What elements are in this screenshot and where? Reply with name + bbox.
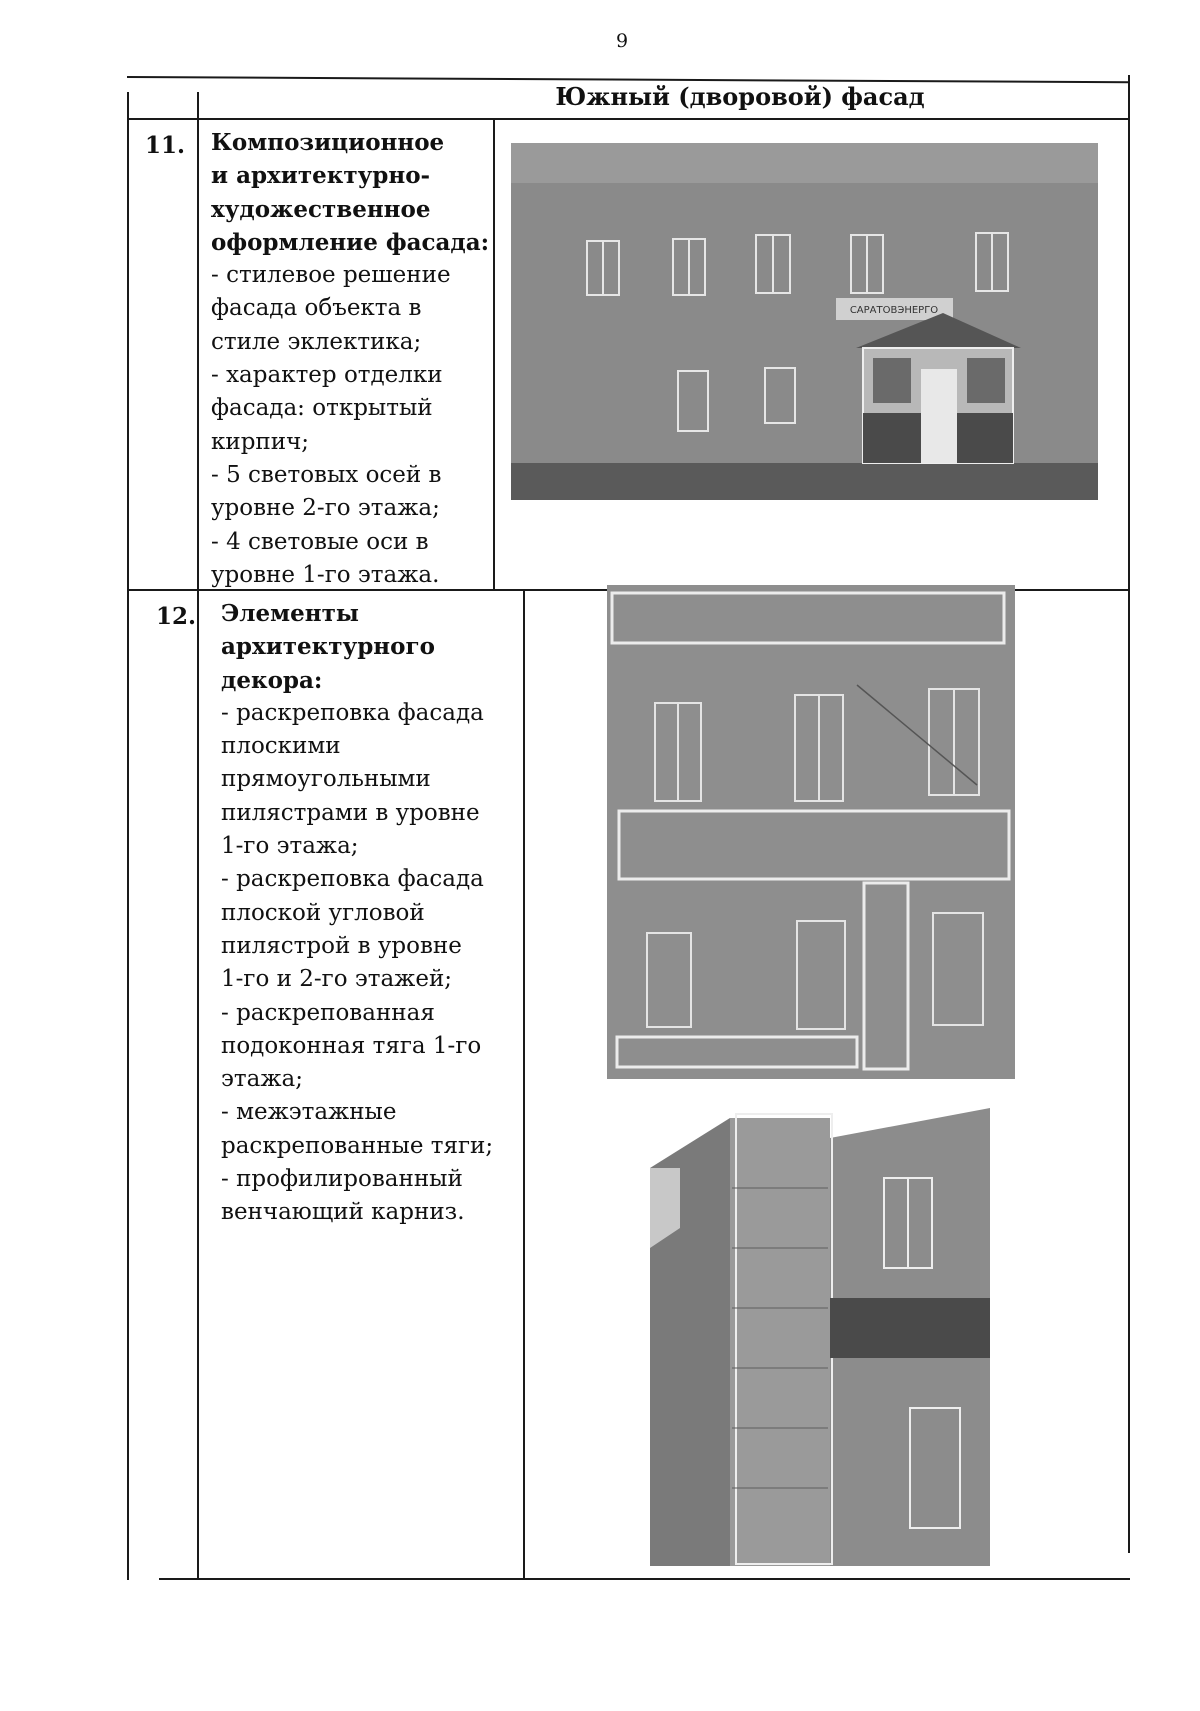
item-line: - межэтажные xyxy=(221,1099,397,1126)
building-facade-photo xyxy=(511,143,1098,500)
heading-line: архитектурного xyxy=(221,633,435,661)
facade-front-photo xyxy=(607,585,1015,1079)
row-11-description xyxy=(211,126,489,592)
item-line: - раскреповка фасада xyxy=(221,699,484,726)
facade-corner-photo xyxy=(650,1108,990,1566)
column-divider-number xyxy=(197,92,199,1580)
item-line: 1-го и 2-го этажей; xyxy=(221,966,453,993)
item-line: плоской угловой xyxy=(221,899,425,926)
item-line: - раскреповка фасада xyxy=(221,866,484,893)
item-line: прямоугольными xyxy=(221,766,431,793)
row-12-description xyxy=(221,597,493,1230)
item-line: пилястрой в уровне xyxy=(221,932,462,959)
row-number-12: 12. xyxy=(156,603,197,630)
row-number-11: 11. xyxy=(145,132,186,159)
column-divider-photo-row11 xyxy=(493,120,495,590)
item-line: - 4 световые оси в xyxy=(211,528,429,555)
column-divider-photo-row12 xyxy=(523,590,525,1580)
item-line: плоскими xyxy=(221,733,341,760)
item-line: - стилевое решение xyxy=(211,262,451,289)
section-title: Южный (дворовой) фасад xyxy=(555,82,925,111)
item-line: стиле эклектика; xyxy=(211,328,422,355)
page-number: 9 xyxy=(615,30,629,52)
item-line: - характер отделки xyxy=(211,362,443,389)
item-line: 1-го этажа; xyxy=(221,833,359,860)
table-border-right xyxy=(1128,75,1130,1553)
item-line: подоконная тяга 1-го xyxy=(221,1032,482,1059)
item-line: кирпич; xyxy=(211,428,310,455)
heading-line: декора: xyxy=(221,666,323,694)
header-bottom-line xyxy=(127,118,1130,120)
item-line: - 5 световых осей в xyxy=(211,461,442,488)
photo-sign-text: САРАТОВЭНЕРГО xyxy=(849,305,939,316)
item-line: венчающий карниз. xyxy=(221,1199,465,1226)
heading-line: художественное xyxy=(211,195,431,223)
heading-line: Элементы xyxy=(221,600,359,627)
heading-line: и архитектурно- xyxy=(211,162,431,190)
item-line: фасада: открытый xyxy=(211,395,433,422)
item-line: уровне 2-го этажа; xyxy=(211,495,440,522)
item-line: раскрепованные тяги; xyxy=(221,1132,494,1159)
item-line: - профилированный xyxy=(221,1166,463,1193)
item-line: пилястрами в уровне xyxy=(221,799,480,826)
item-line: уровне 1-го этажа. xyxy=(211,561,440,588)
item-line: этажа; xyxy=(221,1066,303,1093)
item-line: фасада объекта в xyxy=(211,295,422,322)
heading-line: оформление фасада: xyxy=(211,228,490,256)
heading-line: Композиционное xyxy=(211,129,445,156)
table-border-left xyxy=(127,92,129,1580)
table-border-bottom xyxy=(159,1578,1130,1580)
item-line: - раскрепованная xyxy=(221,999,435,1026)
